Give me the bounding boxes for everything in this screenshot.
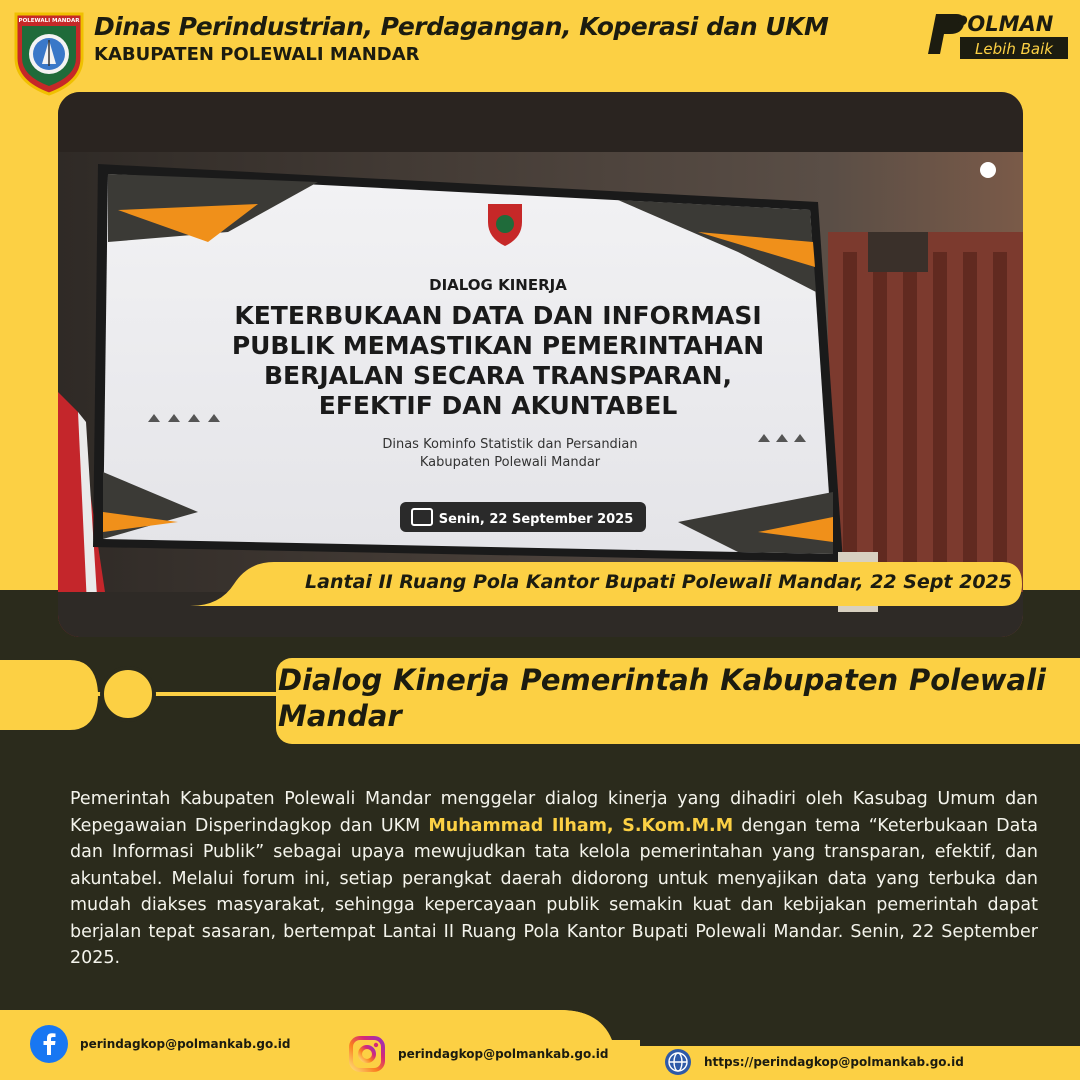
polman-brand-logo: [926, 10, 1072, 62]
body-part2: dengan tema “Keterbukaan Data dan Informasi Publik” sebagai upaya mewujudkan tata kelola pemerintahan yang transparan, efektif, dan akuntabel. Melalui forum ini, setiap perangkat daerah didorong untuk menyajikan data yang terbuka dan mudah diakses masyarakat, sehingga kepercayaan publik semakin kuat dan kebijakan pemerintah dapat berjalan tepat sasaran, bertempat Lantai II Ruang Pola Kantor Bupati Polewali Mandar. Senin, 22 September 2025.: [70, 815, 1038, 968]
contact-instagram[interactable]: [348, 1035, 609, 1073]
screen-org-line1: Dinas Kominfo Statistik dan Persandian: [382, 437, 638, 452]
globe-icon: [664, 1048, 692, 1076]
contact-facebook[interactable]: [30, 1025, 291, 1063]
contact-website[interactable]: [664, 1048, 964, 1076]
instagram-icon: [348, 1035, 386, 1073]
header-title: Dinas Perindustrian, Perdagangan, Koperasi dan UKM: [94, 12, 829, 41]
screen-date: Senin, 22 September 2025: [438, 512, 634, 527]
brand-line2: Lebih Baik: [975, 40, 1053, 58]
logo-top-text: POLEWALI MANDAR: [18, 18, 80, 24]
heading-decoration: [0, 660, 290, 730]
event-photo: [58, 92, 1023, 637]
brand-line1: POLMAN: [952, 12, 1054, 36]
website-text: https://perindagkop@polmankab.go.id: [704, 1055, 964, 1069]
screen-title-line1: KETERBUKAAN DATA DAN INFORMASI: [234, 301, 762, 330]
screen-title-line4: EFEKTIF DAN AKUNTABEL: [318, 391, 678, 420]
article-body: [70, 786, 1038, 972]
screen-title-line2: PUBLIK MEMASTIKAN PEMERINTAHAN: [231, 331, 765, 360]
article-heading: Dialog Kinerja Pemerintah Kabupaten Polewali Mandar: [278, 663, 1046, 733]
body-part1: Pemerintah Kabupaten Polewali Mandar menggelar dialog kinerja yang dihadiri oleh Kasubag Umum dan Kepegawaian Disperindagkop dan UKM: [70, 789, 1038, 836]
header-subtitle: KABUPATEN POLEWALI MANDAR: [94, 44, 420, 65]
facebook-icon: [30, 1025, 68, 1063]
regency-emblem-icon: [12, 10, 86, 96]
body-highlight-name: Muhammad Ilham, S.Kom.M.M: [428, 815, 734, 836]
instagram-text: perindagkop@polmankab.go.id: [398, 1047, 609, 1061]
location-banner: [190, 562, 1022, 606]
screen-label: DIALOG KINERJA: [429, 276, 567, 294]
screen-org-line2: Kabupaten Polewali Mandar: [419, 455, 601, 470]
facebook-text: perindagkop@polmankab.go.id: [80, 1037, 291, 1051]
screen-title-line3: BERJALAN SECARA TRANSPARAN,: [264, 361, 732, 390]
location-caption: Lantai II Ruang Pola Kantor Bupati Polewali Mandar, 22 Sept 2025: [305, 571, 1012, 593]
